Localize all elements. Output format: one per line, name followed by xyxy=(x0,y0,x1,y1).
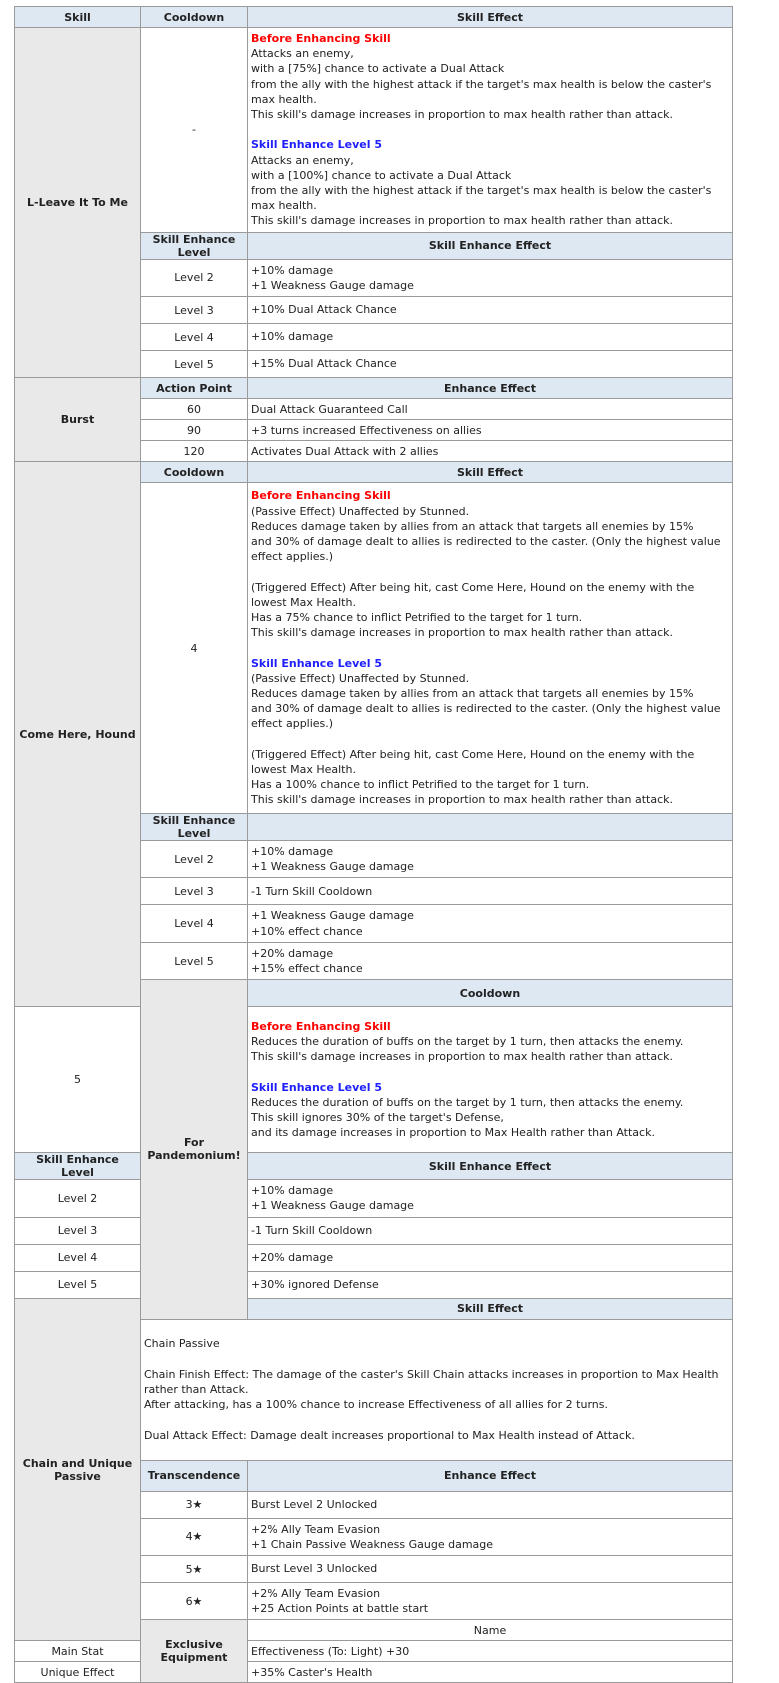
text-line: -1 Turn Skill Cooldown xyxy=(251,1224,373,1238)
transcendence-effect xyxy=(248,1491,733,1518)
equipment-key: Unique Effect xyxy=(15,1662,141,1683)
skill-effect-cell xyxy=(248,28,733,233)
text-line: +15% Dual Attack Chance xyxy=(251,357,397,371)
text-line: +20% damage xyxy=(251,946,334,960)
transcendence-header: Transcendence xyxy=(141,1460,248,1491)
text-line: -1 Turn Skill Cooldown xyxy=(251,884,373,898)
burst-effect: +3 turns increased Effectiveness on allies xyxy=(248,420,733,441)
level-cell: Level 2 xyxy=(141,259,248,296)
before-enhancing-label: Before Enhancing Skill xyxy=(251,32,391,45)
star-cell: 4★ xyxy=(141,1518,248,1555)
text-line: This skill's damage increases in proportion to max health rather than attack. xyxy=(251,108,674,122)
text-line: Has a 75% chance to inflict Petrified to the target for 1 turn. xyxy=(251,611,583,625)
text-line: Reduces the duration of buffs on the target by 1 turn, then attacks the enemy. xyxy=(251,1095,684,1109)
skill-name: Come Here, Hound xyxy=(15,462,141,1007)
text-line: Chain Passive xyxy=(144,1337,220,1351)
text-line: with a [75%] chance to activate a Dual Attack xyxy=(251,62,505,76)
text-line: This skill's damage increases in proportion to max health rather than attack. xyxy=(251,793,674,807)
text-line: Burst Level 3 Unlocked xyxy=(251,1562,378,1576)
skill-enhance-level-header: Skill Enhance Level xyxy=(15,1153,141,1180)
equipment-key: Main Stat xyxy=(15,1641,141,1662)
level-cell: Level 4 xyxy=(141,905,248,942)
text-line: Attacks an enemy, xyxy=(251,47,354,61)
skill-effect-cell xyxy=(248,483,733,814)
level-effect xyxy=(248,1180,733,1217)
text-line: +10% Dual Attack Chance xyxy=(251,303,397,317)
equipment-value: Effectiveness (To: Light) +30 xyxy=(248,1641,733,1662)
effect-text xyxy=(251,46,729,122)
text-line: Burst Level 2 Unlocked xyxy=(251,1498,378,1512)
action-point-cell: 60 xyxy=(141,399,248,420)
skill-enhance-level-header: Skill Enhance Level xyxy=(141,232,248,259)
text-line: from the ally with the highest attack if the target's max health is below the caster's max health. xyxy=(251,77,712,106)
text-line: (Passive Effect) Unaffected by Stunned. xyxy=(251,671,470,685)
level-effect xyxy=(248,878,733,905)
text-line: Attacks an enemy, xyxy=(251,153,354,167)
skill-enhance-effect-header: Skill Enhance Effect xyxy=(248,1153,733,1180)
text-line: +20% damage xyxy=(251,1251,334,1265)
text-line: +1 Weakness Gauge damage xyxy=(251,1199,414,1213)
text-line: Reduces damage taken by allies from an attack that targets all enemies by 15% xyxy=(251,519,694,533)
level-cell: Level 4 xyxy=(141,324,248,351)
level-effect xyxy=(248,942,733,979)
text-line: Reduces the duration of buffs on the target by 1 turn, then attacks the enemy. xyxy=(251,1035,684,1049)
skill-effect-header: Skill Effect xyxy=(248,462,733,483)
text-line: from the ally with the highest attack if the target's max health is below the caster's max health. xyxy=(251,184,712,213)
level-cell: Level 3 xyxy=(141,878,248,905)
level-effect xyxy=(248,1271,733,1298)
text-line: +10% damage xyxy=(251,330,334,344)
text-line: and its damage increases in proportion to Max Health rather than Attack. xyxy=(251,1126,655,1140)
effect-text xyxy=(251,153,729,229)
before-enhancing-label: Before Enhancing Skill xyxy=(251,489,391,503)
skill-effect-header: Skill Effect xyxy=(248,1298,733,1319)
cooldown-value: - xyxy=(141,28,248,233)
text-line: +1 Chain Passive Weakness Gauge damage xyxy=(251,1537,494,1551)
cooldown-value: 4 xyxy=(141,483,248,814)
star-cell: 3★ xyxy=(141,1491,248,1518)
text-line xyxy=(144,1412,729,1427)
before-enhancing-label: Before Enhancing Skill xyxy=(251,1019,391,1033)
enhance-effect-header: Enhance Effect xyxy=(248,1460,733,1491)
star-cell: 6★ xyxy=(141,1583,248,1620)
equipment-key: Name xyxy=(248,1620,733,1641)
skill-enhance-effect-header xyxy=(248,814,733,841)
skill-name: Exclusive Equipment xyxy=(141,1620,248,1683)
text-line: +1 Weakness Gauge damage xyxy=(251,278,414,292)
text-line: Dual Attack Effect: Damage dealt increases proportional to Max Health instead of Attack. xyxy=(144,1428,635,1442)
level-cell: Level 4 xyxy=(15,1244,141,1271)
text-line: This skill's damage increases in proportion to max health rather than attack. xyxy=(251,214,674,228)
level-effect xyxy=(248,841,733,878)
level-cell: Level 5 xyxy=(141,942,248,979)
skill-name: For Pandemonium! xyxy=(141,980,248,1319)
enhance-level-5-label: Skill Enhance Level 5 xyxy=(251,656,382,670)
level-cell: Level 2 xyxy=(141,841,248,878)
skill-name: Burst xyxy=(15,378,141,462)
text-line: +10% damage xyxy=(251,845,334,859)
level-effect xyxy=(248,1217,733,1244)
level-cell: Level 2 xyxy=(15,1180,141,1217)
star-cell: 5★ xyxy=(141,1556,248,1583)
text-line: (Triggered Effect) After being hit, cast Come Here, Hound on the enemy with the lowest Max Health. xyxy=(251,580,695,609)
transcendence-effect xyxy=(248,1556,733,1583)
skill-enhance-level-header: Skill Enhance Level xyxy=(141,814,248,841)
text-line: +10% damage xyxy=(251,1184,334,1198)
level-cell: Level 5 xyxy=(141,351,248,378)
cooldown-header: Cooldown xyxy=(248,980,733,1007)
text-line: (Triggered Effect) After being hit, cast Come Here, Hound on the enemy with the lowest Max Health. xyxy=(251,747,695,777)
effect-text xyxy=(251,504,729,641)
header-skill: Skill xyxy=(15,7,141,28)
equipment-value: +35% Caster's Health xyxy=(248,1662,733,1683)
header-cooldown: Cooldown xyxy=(141,7,248,28)
burst-effect: Activates Dual Attack with 2 allies xyxy=(248,441,733,462)
text-line: and 30% of damage dealt to allies is redirected to the caster. (Only the highest value effect applies.) xyxy=(251,535,721,564)
effect-text xyxy=(251,1095,729,1141)
text-line: and 30% of damage dealt to allies is redirected to the caster. (Only the highest value effect applies.) xyxy=(251,702,721,731)
skill-table xyxy=(14,6,733,1683)
text-line: +10% effect chance xyxy=(251,924,363,938)
text-line: Chain Finish Effect: The damage of the caster's Skill Chain attacks increases in proportion to Max Health rather than Attack. xyxy=(144,1367,719,1397)
skill-effect-cell xyxy=(248,1007,733,1153)
level-effect xyxy=(248,324,733,351)
text-line: +25 Action Points at battle start xyxy=(251,1602,429,1616)
text-line xyxy=(144,1352,729,1367)
level-effect xyxy=(248,351,733,378)
action-point-cell: 90 xyxy=(141,420,248,441)
text-line: +10% damage xyxy=(251,263,334,277)
effect-text xyxy=(251,671,729,808)
text-line: +1 Weakness Gauge damage xyxy=(251,909,414,923)
level-cell: Level 3 xyxy=(141,297,248,324)
text-line: +30% ignored Defense xyxy=(251,1278,379,1292)
level-effect xyxy=(248,1244,733,1271)
effect-text xyxy=(251,1034,729,1064)
text-line xyxy=(251,564,729,579)
skill-name: Chain and Unique Passive xyxy=(15,1298,141,1641)
skill-enhance-effect-header: Skill Enhance Effect xyxy=(248,232,733,259)
level-effect xyxy=(248,905,733,942)
cooldown-header: Cooldown xyxy=(141,462,248,483)
cooldown-value: 5 xyxy=(15,1007,141,1153)
transcendence-effect xyxy=(248,1583,733,1620)
text-line: This skill's damage increases in proportion to max health rather than attack. xyxy=(251,1050,674,1064)
level-cell: Level 5 xyxy=(15,1271,141,1298)
header-skill-effect: Skill Effect xyxy=(248,7,733,28)
text-line: (Passive Effect) Unaffected by Stunned. xyxy=(251,504,470,518)
level-cell: Level 3 xyxy=(15,1217,141,1244)
action-point-cell: 120 xyxy=(141,441,248,462)
text-line: +2% Ally Team Evasion xyxy=(251,1587,381,1601)
level-effect xyxy=(248,259,733,296)
enhance-level-5-label: Skill Enhance Level 5 xyxy=(251,1080,382,1094)
text-line: This skill ignores 30% of the target's Defense, xyxy=(251,1111,504,1125)
enhance-level-5-label: Skill Enhance Level 5 xyxy=(251,138,382,152)
text-line: +1 Weakness Gauge damage xyxy=(251,860,414,874)
text-line xyxy=(251,732,729,747)
passive-text xyxy=(141,1319,733,1460)
text-line: After attacking, has a 100% chance to increase Effectiveness of all allies for 2 turns. xyxy=(144,1398,608,1412)
text-line: Reduces damage taken by allies from an attack that targets all enemies by 15% xyxy=(251,687,694,701)
transcendence-effect xyxy=(248,1518,733,1555)
text-line: This skill's damage increases in proportion to max health rather than attack. xyxy=(251,626,674,640)
action-point-header: Action Point xyxy=(141,378,248,399)
skill-name: L-Leave It To Me xyxy=(15,28,141,378)
text-line: Has a 100% chance to inflict Petrified to the target for 1 turn. xyxy=(251,778,590,792)
text-line: +15% effect chance xyxy=(251,962,363,976)
level-effect xyxy=(248,297,733,324)
text-line: +2% Ally Team Evasion xyxy=(251,1522,381,1536)
text-line: with a [100%] chance to activate a Dual Attack xyxy=(251,168,512,182)
enhance-effect-header: Enhance Effect xyxy=(248,378,733,399)
burst-effect: Dual Attack Guaranteed Call xyxy=(248,399,733,420)
